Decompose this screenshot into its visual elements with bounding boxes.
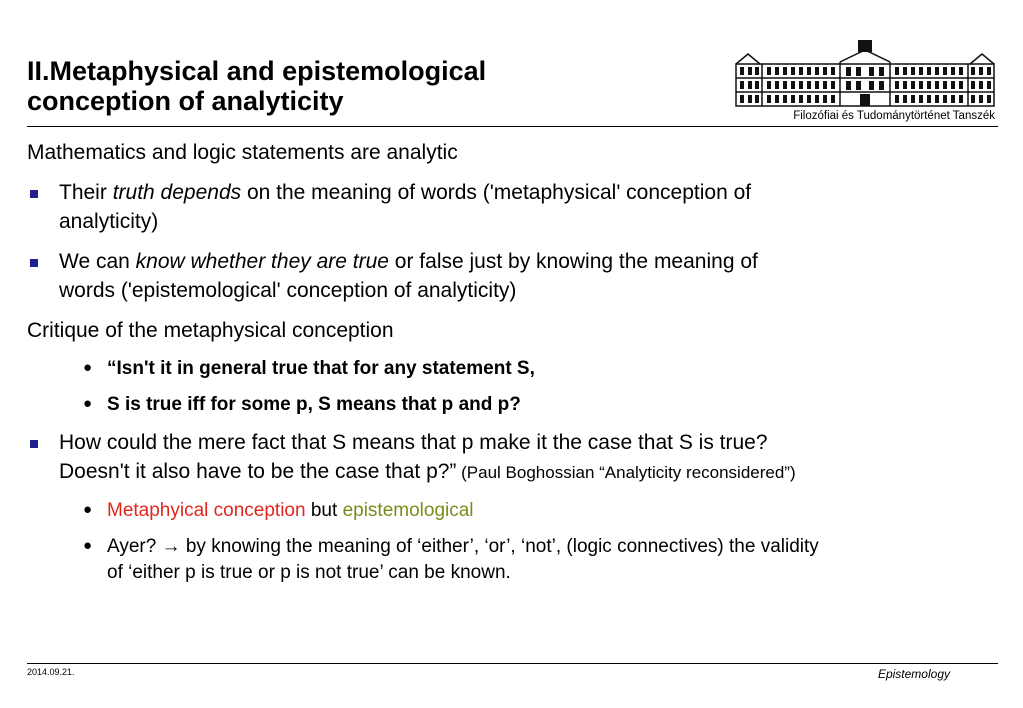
bullet-know-whether xyxy=(27,247,1002,305)
b2-post: or false just by knowing the meaning of xyxy=(388,250,758,273)
footer-course: Epistemology xyxy=(877,667,950,681)
square-bullet-icon xyxy=(30,190,38,198)
footer-divider xyxy=(27,663,998,664)
sub-3-olive: epistemological xyxy=(342,500,474,521)
b1-post: on the meaning of words ('metaphysical' conception of xyxy=(241,181,752,204)
sub-3-text xyxy=(107,498,1002,524)
bullet-2-line-1 xyxy=(59,247,1002,276)
sub-bullet-ayer xyxy=(27,534,1002,586)
critique-heading: Critique of the metaphysical conception xyxy=(27,319,394,342)
title-line-2: conception of analyticity xyxy=(27,86,344,116)
sub-1-text: “Isn't it in general true that for any statement S, xyxy=(107,358,535,379)
dot-bullet-icon: ● xyxy=(83,501,93,518)
header-divider xyxy=(27,126,998,127)
bullet-1-line-2: analyticity) xyxy=(59,210,159,233)
b3-main: Doesn't it also have to be the case that p?” xyxy=(59,460,457,483)
square-bullet-icon xyxy=(30,440,38,448)
footer-date: 2014.09.21. xyxy=(27,667,75,677)
bullet-mere-fact xyxy=(27,428,1002,487)
sub-4-line-2: of ‘either p is true or p is not true’ can be known. xyxy=(107,562,511,583)
bullet-3-line-2 xyxy=(59,457,1002,487)
square-bullet-icon xyxy=(30,259,38,267)
sub-bullet-conception xyxy=(27,498,1002,524)
bullet-2-line-2: words ('epistemological' conception of analyticity) xyxy=(59,279,517,302)
slide-body xyxy=(27,138,1002,596)
dot-bullet-icon: ● xyxy=(83,395,93,412)
sub-bullet-quote-2 xyxy=(27,392,1002,418)
b2-emphasis: know whether they are true xyxy=(135,250,389,273)
sub-bullet-quote-1 xyxy=(27,356,1002,382)
b1-emphasis: truth depends xyxy=(112,181,242,204)
bullet-3-line-1: How could the mere fact that S means that p make it the case that S is true? xyxy=(59,431,768,454)
b1-pre: Their xyxy=(59,181,113,204)
bullet-truth-depends xyxy=(27,178,1002,236)
sub-3-red: Metaphyical conception xyxy=(107,500,306,521)
dot-bullet-icon: ● xyxy=(83,359,93,376)
slide-title xyxy=(27,56,667,116)
b2-pre: We can xyxy=(59,250,136,273)
department-name: Filozófiai és Tudománytörténet Tanszék xyxy=(793,110,995,122)
sub-3-mid: but xyxy=(305,500,343,521)
intro-text: Mathematics and logic statements are analytic xyxy=(27,141,458,164)
bullet-1-line-1 xyxy=(59,178,1002,207)
title-line-1: II.Metaphysical and epistemological xyxy=(27,56,487,86)
sub-2-text: S is true iff for some p, S means that p and p? xyxy=(107,394,521,415)
dot-bullet-icon: ● xyxy=(83,537,93,554)
sub-4-line-1: Ayer? → by knowing the meaning of ‘either’, ‘or’, ‘not’, (logic connectives) the validity xyxy=(107,536,819,557)
university-building-logo xyxy=(734,40,996,108)
b3-reference: (Paul Boghossian “Analyticity reconsidered”) xyxy=(456,463,796,482)
